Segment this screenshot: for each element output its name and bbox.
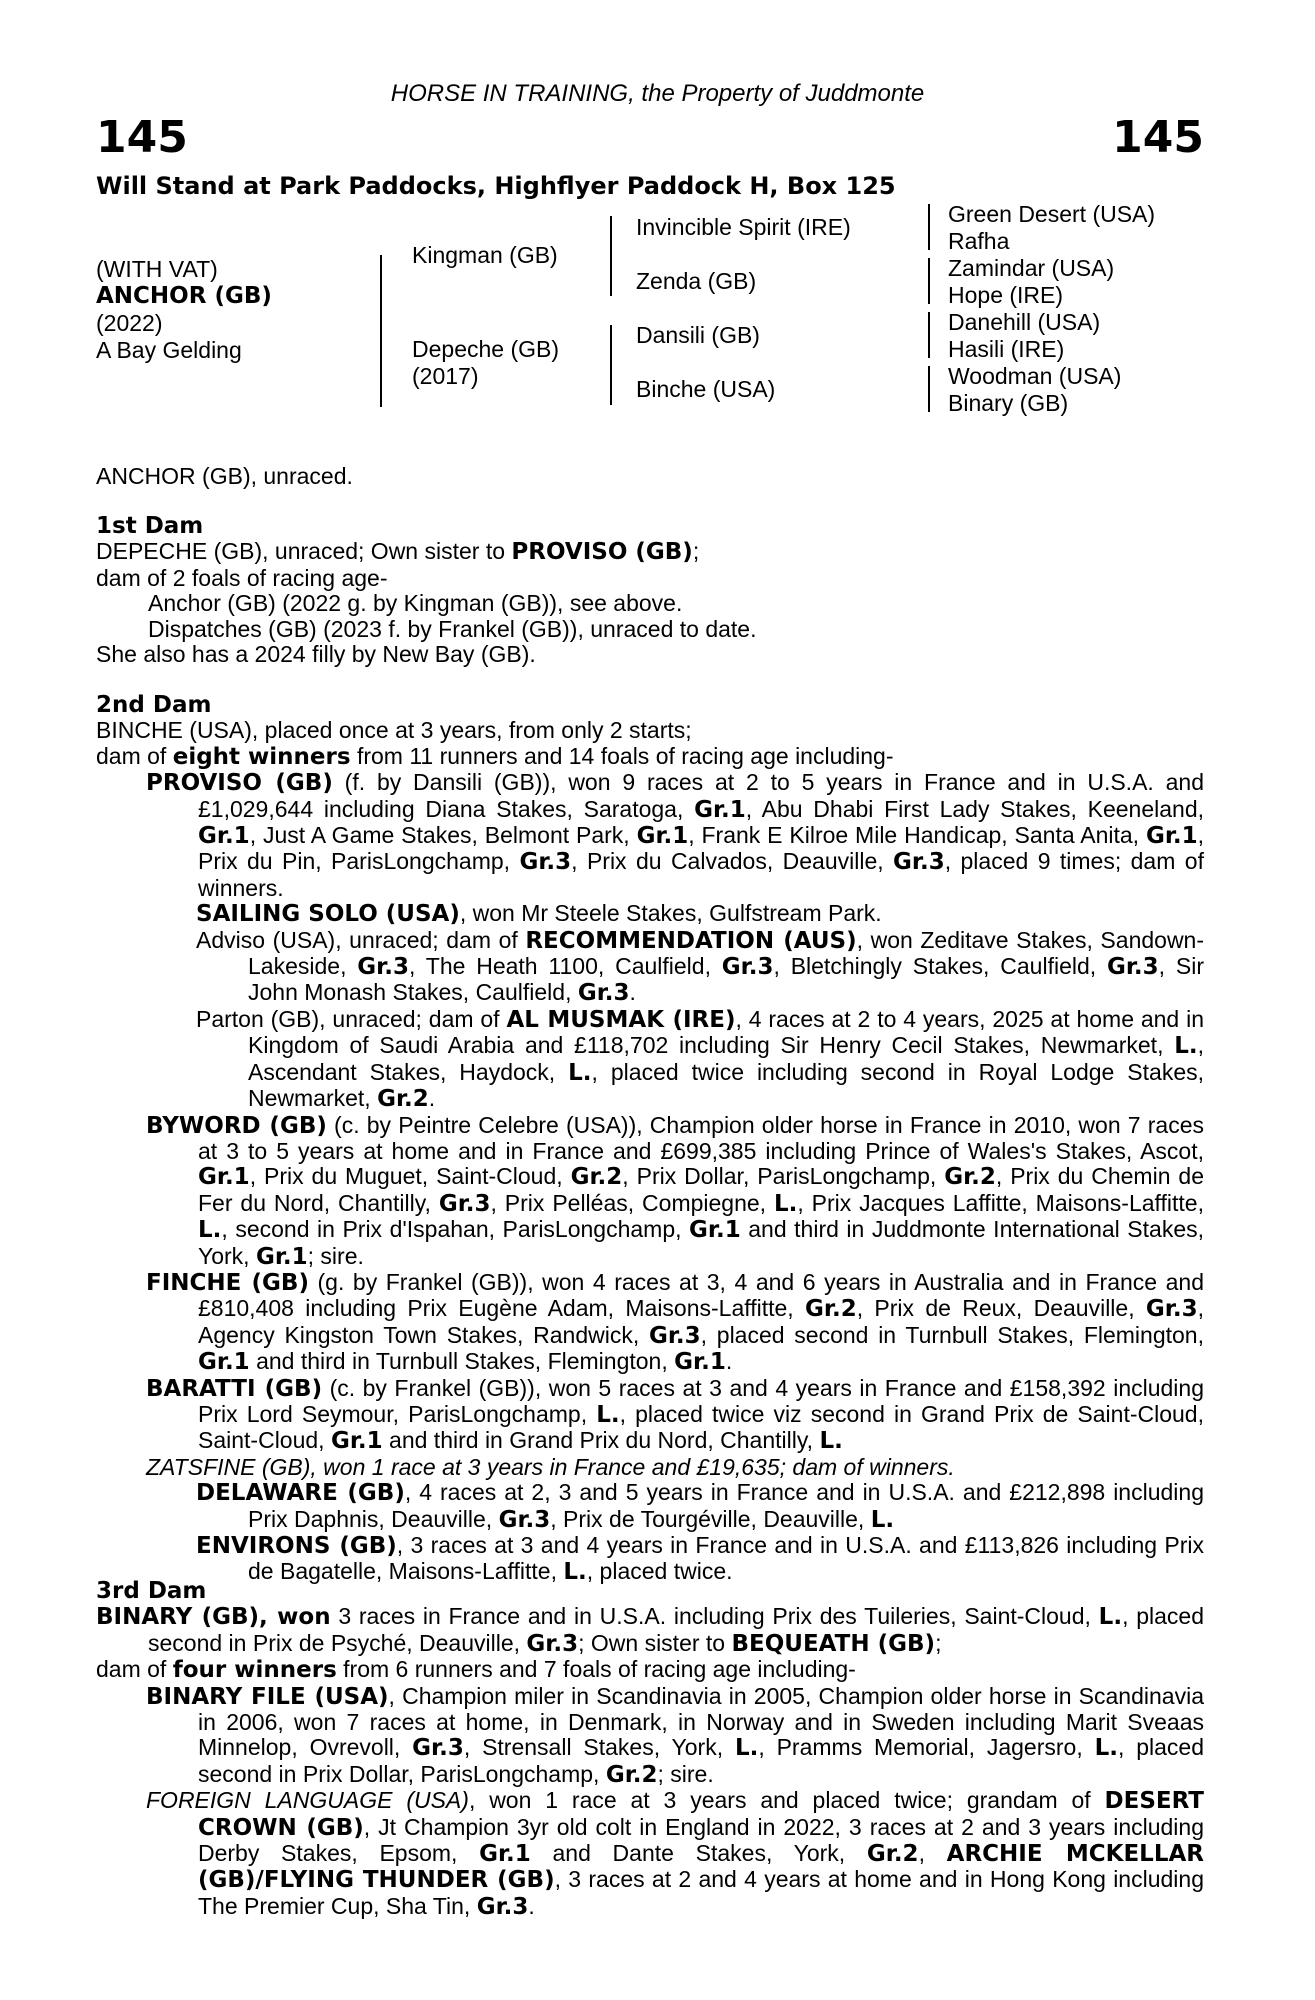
pedigree-sds: Zamindar (USA) bbox=[948, 255, 1115, 281]
vat-note: (WITH VAT) bbox=[96, 256, 218, 282]
pedigree-brace bbox=[928, 312, 930, 358]
pedigree-dam: Depeche (GB) bbox=[412, 336, 560, 362]
pedigree-ssd: Rafha bbox=[948, 228, 1010, 254]
second-dam-line: dam of eight winners from 11 runners and 14 foals of racing age including- bbox=[96, 742, 894, 770]
produce-entry: PROVISO (GB) (f. by Dansili (GB)), won 9 races at 2 to 5 years in France and in U.S.A. and £1,029,644 including Diana Stakes, Saratoga, Gr.1, Abu Dhabi First Lady Stakes, Keeneland, Gr.1, Just A Game Stakes, Belmont Park, Gr.1, Frank E Kilroe Mile Handicap, Santa Anita, Gr.1, Prix du Pin, ParisLongchamp, Gr.3, Prix du Calvados, Deauville, Gr.3, placed 9 times; dam of winners. bbox=[146, 769, 1205, 901]
horse-name: ANCHOR (GB) bbox=[96, 283, 272, 309]
third-dam-heading: 3rd Dam bbox=[96, 1578, 207, 1604]
pedigree-dam-year: (2017) bbox=[412, 363, 479, 389]
pedigree-brace bbox=[928, 366, 930, 412]
pedigree-sire: Kingman (GB) bbox=[412, 242, 558, 268]
first-dam-section bbox=[96, 514, 1204, 667]
second-dam-heading: 2nd Dam bbox=[96, 692, 212, 718]
horse-identity bbox=[96, 256, 272, 364]
produce-entry: Parton (GB), unraced; dam of AL MUSMAK (IRE), 4 races at 2 to 4 years, 2025 at home and in Kingdom of Saudi Arabia and £118,702 including Sir Henry Cecil Stakes, Newmarket, L., Ascendant Stakes, Haydock, L., placed twice including second in Royal Lodge Stakes, Newmarket, Gr.2. bbox=[196, 1005, 1205, 1113]
second-dam-line: BINCHE (USA), placed once at 3 years, from only 2 starts; bbox=[96, 717, 692, 744]
first-dam-heading: 1st Dam bbox=[96, 513, 204, 539]
horse-description: A Bay Gelding bbox=[96, 337, 242, 363]
produce-entry: ENVIRONS (GB), 3 races at 3 and 4 years in France and in U.S.A. and £113,826 including Prix de Bagatelle, Maisons-Laffitte, L., placed twice. bbox=[196, 1532, 1205, 1586]
pedigree-brace bbox=[610, 216, 612, 296]
produce-entry: SAILING SOLO (USA), won Mr Steele Stakes, Gulfstream Park. bbox=[196, 900, 882, 928]
produce-entry: FOREIGN LANGUAGE (USA), won 1 race at 3 years and placed twice; grandam of DESERT CROWN (GB), Jt Champion 3yr old colt in England in 2022, 3 races at 2 and 3 years including Derby Stakes, Epsom, Gr.1 and Dante Stakes, York, Gr.2, ARCHIE MCKELLAR (GB)/FLYING THUNDER (GB), 3 races at 2 and 4 years at home and in Hong Kong including The Premier Cup, Sha Tin, Gr.3. bbox=[146, 1787, 1204, 1920]
third-dam-line: dam of four winners from 6 runners and 7 foals of racing age including- bbox=[96, 1656, 856, 1684]
third-dam-section bbox=[96, 1579, 1204, 1920]
first-dam-line: dam of 2 foals of racing age- bbox=[96, 564, 388, 591]
produce-entry: BINARY FILE (USA), Champion miler in Scandinavia in 2005, Champion older horse in Scandinavia in 2006, won 7 races at home, in Denmark, in Norway and in Sweden including Marit Sveaas Minnelop, Ovrevoll, Gr.3, Strensall Stakes, York, L., Pramms Memorial, Jagersro, L., placed second in Prix Dollar, ParisLongchamp, Gr.2; sire. bbox=[146, 1682, 1204, 1788]
pedigree-dss: Danehill (USA) bbox=[948, 309, 1101, 335]
pedigree-dam-dam: Binche (USA) bbox=[636, 376, 776, 402]
pedigree-sdd: Hope (IRE) bbox=[948, 282, 1064, 308]
pedigree-dam-sire: Dansili (GB) bbox=[636, 322, 760, 348]
produce-entry: ZATSFINE (GB), won 1 race at 3 years in France and £19,635; dam of winners. bbox=[146, 1453, 955, 1480]
pedigree-sire-sire: Invincible Spirit (IRE) bbox=[636, 214, 851, 240]
page-header: HORSE IN TRAINING, the Property of Juddmonte bbox=[390, 80, 925, 107]
first-dam-foal: Dispatches (GB) (2023 f. by Frankel (GB)), unraced to date. bbox=[148, 615, 757, 642]
produce-entry: BARATTI (GB) (c. by Frankel (GB)), won 5 races at 3 and 4 years in France and £158,392 including Prix Lord Seymour, ParisLongchamp, L., placed twice viz second in Grand Prix de Saint-Cloud, Saint-Cloud, Gr.1 and third in Grand Prix du Nord, Chantilly, L. bbox=[146, 1374, 1204, 1455]
first-dam-line: DEPECHE (GB), unraced; Own sister to PROVISO (GB); bbox=[96, 538, 700, 566]
pedigree-dsd: Hasili (IRE) bbox=[948, 336, 1065, 362]
pedigree-brace bbox=[380, 255, 382, 407]
horse-year: (2022) bbox=[96, 310, 163, 336]
pedigree-ddd: Binary (GB) bbox=[948, 390, 1069, 416]
produce-entry: Adviso (USA), unraced; dam of RECOMMENDATION (AUS), won Zeditave Stakes, Sandown-Lakeside, Gr.3, The Heath 1100, Caulfield, Gr.3, Bletchingly Stakes, Caulfield, Gr.3, Sir John Monash Stakes, Caulfield, Gr.3. bbox=[196, 926, 1205, 1007]
first-dam-foal: Anchor (GB) (2022 g. by Kingman (GB)), see above. bbox=[148, 590, 683, 617]
pedigree-brace bbox=[928, 204, 930, 250]
produce-entry: FINCHE (GB) (g. by Frankel (GB)), won 4 races at 3, 4 and 6 years in Australia and in France and £810,408 including Prix Eugène Adam, Maisons-Laffitte, Gr.2, Prix de Reux, Deauville, Gr.3, Agency Kingston Town Stakes, Randwick, Gr.3, placed second in Turnbull Stakes, Flemington, Gr.1 and third in Turnbull Stakes, Flemington, Gr.1. bbox=[146, 1268, 1204, 1376]
first-dam-line: She also has a 2024 filly by New Bay (GB). bbox=[96, 641, 536, 668]
pedigree-dds: Woodman (USA) bbox=[948, 363, 1122, 389]
lot-number-left: 145 bbox=[96, 112, 188, 163]
race-summary: ANCHOR (GB), unraced. bbox=[96, 463, 353, 489]
produce-entry: DELAWARE (GB), 4 races at 2, 3 and 5 years in France and in U.S.A. and £212,898 including Prix Daphnis, Deauville, Gr.3, Prix de Tourgéville, Deauville, L. bbox=[196, 1479, 1204, 1533]
pedigree-sire-dam: Zenda (GB) bbox=[636, 268, 757, 294]
stand-location: Will Stand at Park Paddocks, Highflyer Paddock H, Box 125 bbox=[96, 172, 896, 200]
lot-number-right: 145 bbox=[1112, 112, 1204, 163]
second-dam-section bbox=[96, 693, 1204, 1586]
pedigree-sss: Green Desert (USA) bbox=[948, 201, 1156, 227]
pedigree-brace bbox=[928, 258, 930, 304]
produce-entry: BYWORD (GB) (c. by Peintre Celebre (USA)), Champion older horse in France in 2010, won 7 races at 3 to 5 years at home and in France and £699,385 including Prince of Wales's Stakes, Ascot, Gr.1, Prix du Muguet, Saint-Cloud, Gr.2, Prix Dollar, ParisLongchamp, Gr.2, Prix du Chemin de Fer du Nord, Chantilly, Gr.3, Prix Pelléas, Compiegne, L., Prix Jacques Laffitte, Maisons-Laffitte, L., second in Prix d'Ispahan, ParisLongchamp, Gr.1 and third in Juddmonte International Stakes, York, Gr.1; sire. bbox=[146, 1111, 1205, 1270]
pedigree-brace bbox=[610, 325, 612, 405]
third-dam-line: BINARY (GB), won 3 races in France and in U.S.A. including Prix des Tuileries, Saint-Cloud, L., placed second in Prix de Psyché, Deauville, Gr.3; Own sister to BEQUEATH (GB); bbox=[96, 1603, 1204, 1657]
